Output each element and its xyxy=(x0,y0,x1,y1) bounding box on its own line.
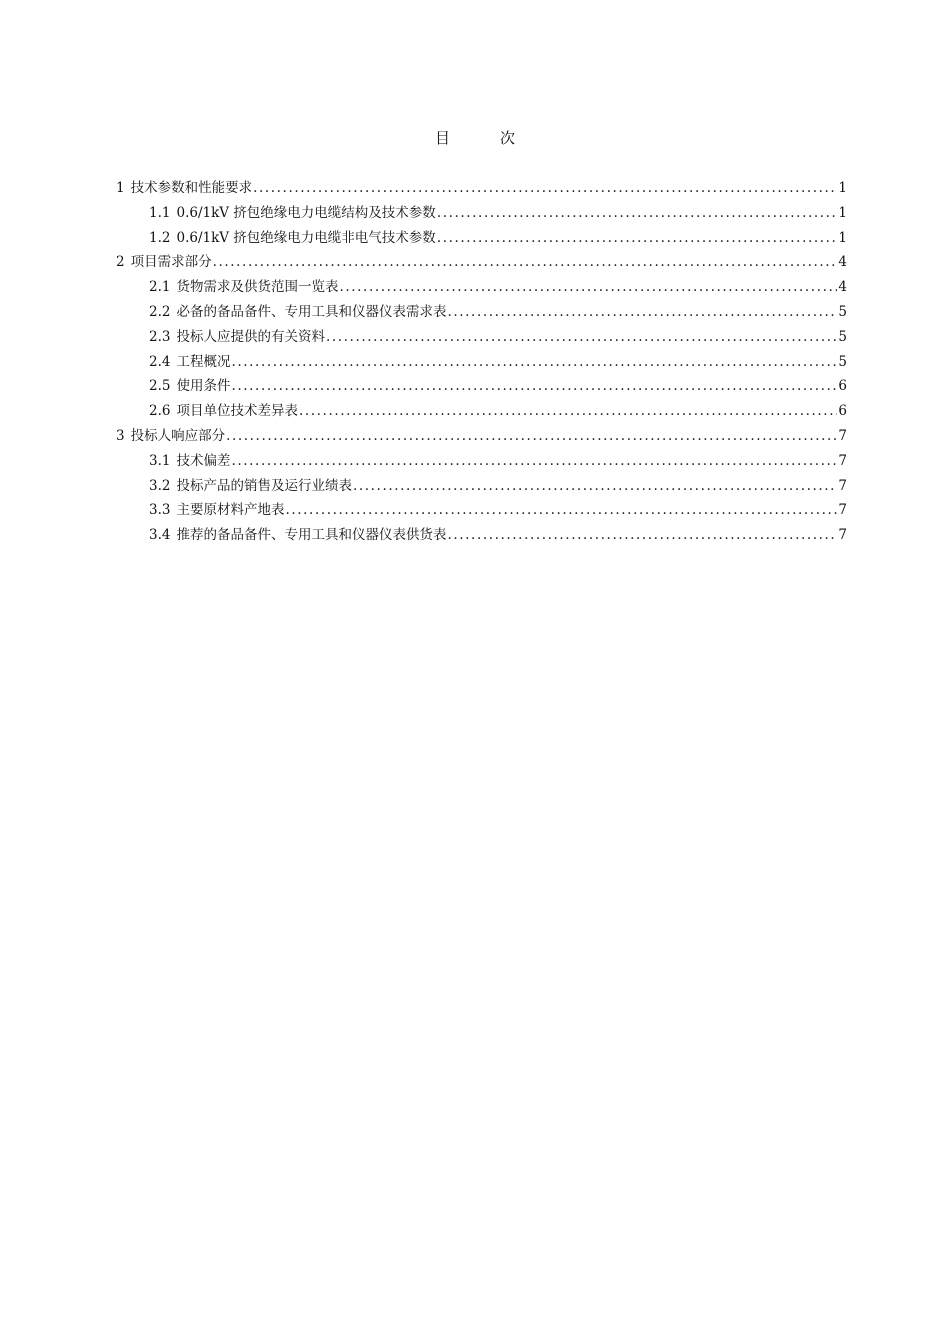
toc-entry-text: 0.6/1kV 挤包绝缘电力电缆结构及技术参数 xyxy=(176,204,436,221)
toc-entry-number: 2.6 xyxy=(149,403,171,420)
toc-dot-leader xyxy=(226,424,837,449)
toc-entry[interactable] xyxy=(116,424,847,449)
toc-page-number: 1 xyxy=(838,229,847,246)
toc-entry-label xyxy=(149,374,230,399)
toc-entry-number: 3 xyxy=(116,427,125,444)
toc-entry-text: 货物需求及供货范围一览表 xyxy=(176,279,339,296)
toc-entry-label xyxy=(149,474,352,499)
toc-dot-leader xyxy=(253,176,837,201)
toc-dot-leader xyxy=(339,275,837,300)
toc-entry[interactable] xyxy=(116,474,847,499)
toc-page-number: 5 xyxy=(838,353,847,370)
toc-entry-label xyxy=(149,300,446,325)
toc-entry[interactable] xyxy=(116,275,847,300)
toc-entry[interactable] xyxy=(116,325,847,350)
toc-entry-number: 1 xyxy=(116,180,125,196)
toc-entry[interactable] xyxy=(116,399,847,424)
toc-entry[interactable] xyxy=(116,374,847,399)
toc-entry-text: 投标产品的销售及运行业绩表 xyxy=(176,477,352,494)
table-of-contents xyxy=(116,176,847,548)
toc-entry-label xyxy=(149,201,436,226)
toc-entry-text: 推荐的备品备件、专用工具和仪器仪表供货表 xyxy=(176,527,447,544)
toc-entry-number: 3.1 xyxy=(149,452,171,469)
toc-dot-leader xyxy=(447,523,837,548)
toc-entry[interactable] xyxy=(116,250,847,275)
toc-entry-text: 0.6/1kV 挤包绝缘电力电缆非电气技术参数 xyxy=(176,229,436,246)
toc-page-number: 4 xyxy=(838,279,847,296)
toc-entry-text: 技术参数和性能要求 xyxy=(130,180,253,196)
toc-entry-number: 2.4 xyxy=(149,353,171,370)
toc-entry-text: 使用条件 xyxy=(176,378,231,395)
toc-entry[interactable] xyxy=(116,201,847,226)
toc-title-char-1: 目 xyxy=(434,129,450,147)
toc-page-number: 7 xyxy=(838,527,847,544)
toc-title-char-2: 次 xyxy=(500,129,516,147)
toc-dot-leader xyxy=(231,374,837,399)
toc-entry[interactable] xyxy=(116,176,847,201)
toc-entry-label xyxy=(149,275,338,300)
toc-entry[interactable] xyxy=(116,350,847,375)
toc-entry-label xyxy=(149,325,325,350)
toc-dot-leader xyxy=(437,201,837,226)
toc-page-number: 6 xyxy=(838,378,847,395)
toc-dot-leader xyxy=(437,226,837,251)
toc-entry-number: 3.3 xyxy=(149,502,171,519)
toc-entry[interactable] xyxy=(116,523,847,548)
toc-page-number: 7 xyxy=(838,477,847,494)
toc-entry[interactable] xyxy=(116,498,847,523)
toc-entry-label xyxy=(149,449,230,474)
toc-page-number: 6 xyxy=(838,403,847,420)
toc-entry-number: 2.2 xyxy=(149,303,171,320)
toc-dot-leader xyxy=(231,449,837,474)
toc-page-number: 7 xyxy=(838,452,847,469)
toc-entry-text: 投标人响应部分 xyxy=(130,427,226,444)
toc-page-number: 5 xyxy=(838,303,847,320)
toc-dot-leader xyxy=(299,399,837,424)
toc-dot-leader xyxy=(285,498,837,523)
toc-entry-label xyxy=(149,523,446,548)
toc-entry-number: 2.5 xyxy=(149,378,171,395)
toc-title xyxy=(0,127,950,148)
toc-dot-leader xyxy=(447,300,837,325)
toc-page-number: 1 xyxy=(838,204,847,221)
toc-entry-number: 1.2 xyxy=(149,229,171,246)
toc-entry-text: 技术偏差 xyxy=(176,452,231,469)
toc-entry-number: 2 xyxy=(116,254,125,271)
toc-entry[interactable] xyxy=(116,449,847,474)
toc-entry-label xyxy=(116,424,225,449)
toc-entry-number: 3.4 xyxy=(149,527,171,544)
toc-entry-text: 项目需求部分 xyxy=(130,254,212,271)
toc-entry[interactable] xyxy=(116,226,847,251)
toc-entry-text: 主要原材料产地表 xyxy=(176,502,285,519)
toc-dot-leader xyxy=(213,250,837,275)
toc-page-number: 1 xyxy=(838,180,847,196)
toc-entry-label xyxy=(116,176,252,201)
toc-entry-label xyxy=(116,250,212,275)
toc-page-number: 7 xyxy=(838,502,847,519)
toc-entry-text: 工程概况 xyxy=(176,353,231,370)
toc-dot-leader xyxy=(326,325,837,350)
toc-entry-number: 3.2 xyxy=(149,477,171,494)
toc-page-number: 5 xyxy=(838,328,847,345)
toc-entry-label xyxy=(149,350,230,375)
toc-entry-text: 必备的备品备件、专用工具和仪器仪表需求表 xyxy=(176,303,447,320)
toc-page-number: 4 xyxy=(838,254,847,271)
toc-entry-text: 项目单位技术差异表 xyxy=(176,403,298,420)
toc-entry-text: 投标人应提供的有关资料 xyxy=(176,328,325,345)
toc-page-number: 7 xyxy=(838,427,847,444)
toc-entry-label xyxy=(149,399,298,424)
toc-dot-leader xyxy=(353,474,837,499)
toc-entry-label xyxy=(149,498,284,523)
toc-entry-number: 2.1 xyxy=(149,279,171,296)
toc-entry-label xyxy=(149,226,436,251)
toc-entry[interactable] xyxy=(116,300,847,325)
toc-entry-number: 2.3 xyxy=(149,328,171,345)
toc-entry-number: 1.1 xyxy=(149,204,171,221)
toc-dot-leader xyxy=(231,350,837,375)
